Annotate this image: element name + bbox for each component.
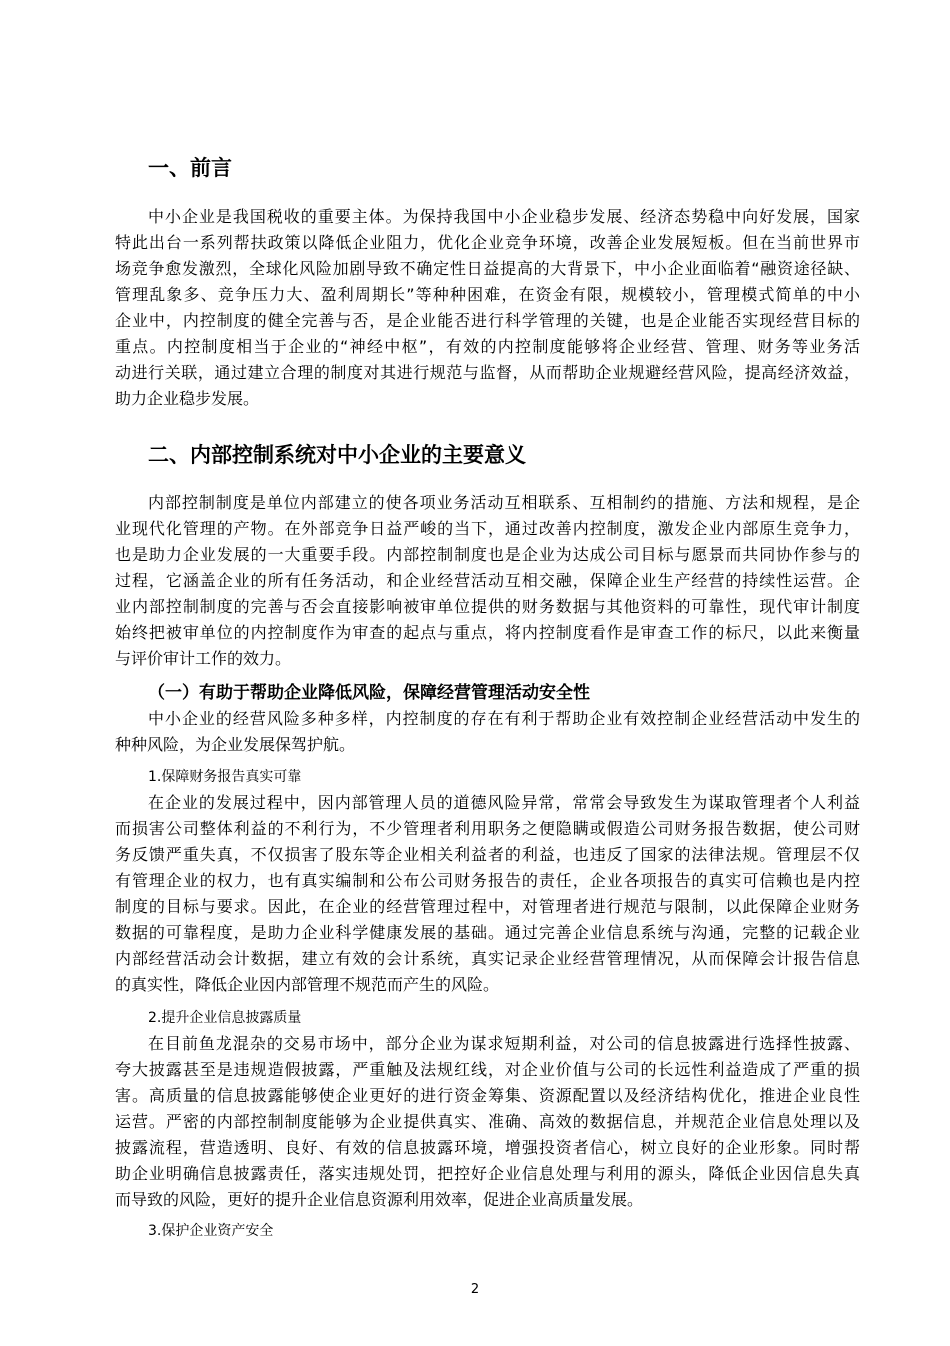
paragraph-line: 助力企业稳步发展。 (115, 389, 260, 408)
paragraph-line: 企业中，内控制度的健全完善与否，是企业能否进行科学管理的关键，也是企业能否实现经营目标的 (115, 311, 860, 330)
paragraph (115, 790, 860, 998)
paragraph-line: 在企业的发展过程中，因内部管理人员的道德风险异常，常常会导致发生为谋取管理者个人利益 (148, 793, 860, 812)
paragraph-line: 业内部控制制度的完善与否会直接影响被审单位提供的财务数据与其他资料的可靠性，现代审计制度 (115, 597, 860, 616)
paragraph-line: 夸大披露甚至是违规造假披露，严重触及法规红线，对企业价值与公司的长远性利益造成了严重的损 (115, 1060, 860, 1079)
paragraph (115, 490, 860, 672)
numbered-heading: 3.保护企业资产安全 (148, 1223, 274, 1239)
paragraph-line: 数据的可靠程度，是助力企业科学健康发展的基础。通过完善企业信息系统与沟通，完整的记载企业 (115, 923, 860, 942)
subsection-heading: （一）有助于帮助企业降低风险，保障经营管理活动安全性 (148, 683, 590, 703)
paragraph-line: 中小企业是我国税收的重要主体。为保持我国中小企业稳步发展、经济态势稳中向好发展，国家 (148, 207, 860, 226)
paragraph-line: 种种风险，为企业发展保驾护航。 (115, 735, 356, 754)
paragraph-line: 始终把被审单位的内控制度作为审查的起点与重点，将内控制度看作是审查工作的标尺，以此来衡量 (115, 623, 860, 642)
paragraph-line: 内部控制制度是单位内部建立的使各项业务活动互相联系、互相制约的措施、方法和规程，是企 (148, 493, 860, 512)
paragraph-line: 制度的目标与要求。因此，在企业的经营管理过程中，对管理者进行规范与限制，以此保障企业财务 (115, 897, 860, 916)
paragraph-line: 有管理企业的权力，也有真实编制和公布公司财务报告的责任，企业各项报告的真实可信赖也是内控 (115, 871, 860, 890)
paragraph-line: 与评价审计工作的效力。 (115, 649, 292, 668)
paragraph-line: 特此出台一系列帮扶政策以降低企业阻力，优化企业竞争环境，改善企业发展短板。但在当前世界市 (115, 233, 860, 252)
paragraph-line: 而损害公司整体利益的不利行为，不少管理者利用职务之便隐瞒或假造公司财务报告数据，使公司财 (115, 819, 860, 838)
section-heading: 二、内部控制系统对中小企业的主要意义 (148, 443, 526, 467)
section-heading: 一、前言 (148, 156, 232, 180)
paragraph-line: 中小企业的经营风险多种多样，内控制度的存在有利于帮助企业有效控制企业经营活动中发生的 (148, 709, 860, 728)
page-number: 2 (470, 1282, 480, 1297)
paragraph-line: 运营。严密的内部控制制度能够为企业提供真实、准确、高效的数据信息，并规范企业信息处理以及 (115, 1112, 860, 1131)
paragraph-line: 重点。内控制度相当于企业的“神经中枢”，有效的内控制度能够将企业经营、管理、财务等业务活 (115, 337, 860, 356)
paragraph-line: 业现代化管理的产物。在外部竞争日益严峻的当下，通过改善内控制度，激发企业内部原生竞争力， (115, 519, 860, 538)
paragraph-line: 动进行关联，通过建立合理的制度对其进行规范与监督，从而帮助企业规避经营风险，提高经济效益， (115, 363, 860, 382)
paragraph (115, 1031, 860, 1213)
paragraph-line: 害。高质量的信息披露能够使企业更好的进行资金筹集、资源配置以及经济结构优化，推进企业良性 (115, 1086, 860, 1105)
paragraph-line: 过程，它涵盖企业的所有任务活动，和企业经营活动互相交融，保障企业生产经营的持续性运营。企 (115, 571, 860, 590)
numbered-heading: 1.保障财务报告真实可靠 (148, 769, 302, 785)
paragraph-line: 而导致的风险，更好的提升企业信息资源利用效率，促进企业高质量发展。 (115, 1190, 644, 1209)
paragraph-line: 也是助力企业发展的一大重要手段。内部控制制度也是企业为达成公司目标与愿景而共同协作参与的 (115, 545, 860, 564)
paragraph (115, 706, 860, 758)
numbered-heading: 2.提升企业信息披露质量 (148, 1010, 302, 1026)
paragraph-line: 的真实性，降低企业因内部管理不规范而产生的风险。 (115, 975, 500, 994)
paragraph-line: 披露流程，营造透明、良好、有效的信息披露环境，增强投资者信心，树立良好的企业形象。同时帮 (115, 1138, 860, 1157)
paragraph-line: 助企业明确信息披露责任，落实违规处罚，把控好企业信息处理与利用的源头，降低企业因信息失真 (115, 1164, 860, 1183)
paragraph (115, 204, 860, 412)
paragraph-line: 务反馈严重失真，不仅损害了股东等企业相关利益者的利益，也违反了国家的法律法规。管理层不仅 (115, 845, 860, 864)
paragraph-line: 内部经营活动会计数据，建立有效的会计系统，真实记录企业经营管理情况，从而保障会计报告信息 (115, 949, 860, 968)
paragraph-line: 在目前鱼龙混杂的交易市场中，部分企业为谋求短期利益，对公司的信息披露进行选择性披露、 (148, 1034, 860, 1053)
paragraph-line: 场竞争愈发激烈，全球化风险加剧导致不确定性日益提高的大背景下，中小企业面临着“融资途径缺、 (115, 259, 860, 278)
paragraph-line: 管理乱象多、竞争压力大、盈利周期长”等种种困难，在资金有限，规模较小，管理模式简单的中小 (115, 285, 860, 304)
